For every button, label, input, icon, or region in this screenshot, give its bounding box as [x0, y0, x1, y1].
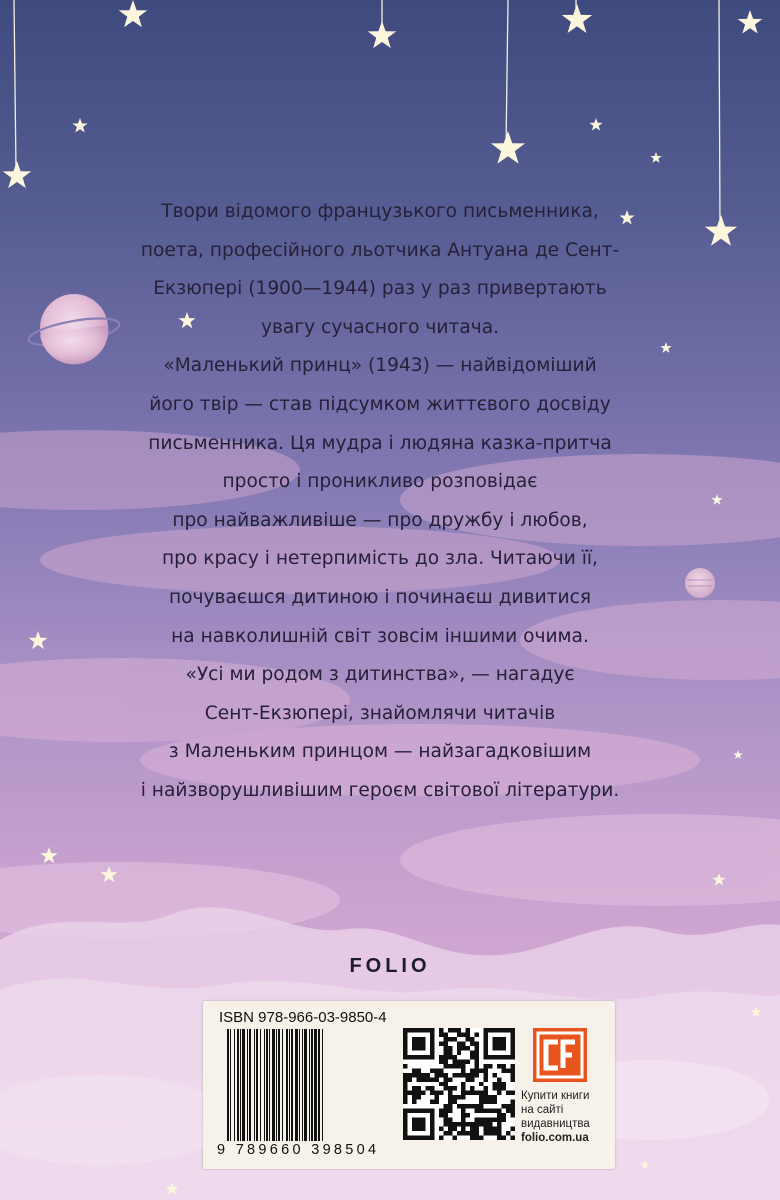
- cf-logo-icon: [533, 1028, 587, 1082]
- barcode-icon: [227, 1029, 389, 1141]
- blurb-line: просто і проникливо розповідає: [222, 471, 538, 493]
- blurb-line: «Маленький принц» (1943) — найвідоміший: [163, 355, 597, 377]
- blurb-line: «Усі ми родом з дитинства», — нагадує: [185, 664, 575, 686]
- publisher-logo: FOLIO: [349, 955, 431, 977]
- buy-online-note: [521, 1089, 590, 1145]
- blurb-line: і найзворушливішим героєм світової літератури.: [140, 779, 620, 801]
- blurb-line: його твір — став підсумком життєвого досвіду: [149, 393, 611, 415]
- blurb-line: поета, професійного льотчика Антуана де Сент-: [140, 239, 620, 261]
- blurb-line: почуваєшся дитиною і починаєш дивитися: [168, 586, 592, 608]
- qr-code-icon: [403, 1028, 515, 1140]
- buy-line: видавництва: [521, 1118, 590, 1130]
- blurb-line: з Маленьким принцом — найзагадковішим: [168, 741, 592, 763]
- barcode-digits: 9 789660 398504: [217, 1142, 380, 1158]
- blurb-text: [120, 193, 640, 811]
- barcode-sticker: [203, 1001, 615, 1169]
- publisher-site-link[interactable]: folio.com.ua: [521, 1132, 589, 1144]
- blurb-line: на навколишній світ зовсім іншими очима.: [171, 625, 589, 647]
- blurb-line: про красу і нетерпимість до зла. Читаючи її,: [162, 548, 598, 570]
- ringed-planet-icon: [27, 294, 121, 364]
- small-planet-icon: [685, 568, 715, 598]
- blurb-line: Екзюпері (1900—1944) раз у раз привертають: [153, 278, 607, 300]
- blurb-line: увагу сучасного читача.: [260, 316, 500, 338]
- isbn-label: ISBN 978-966-03-9850-4: [219, 1009, 387, 1026]
- blurb-line: Сент-Екзюпері, знайомлячи читачів: [204, 702, 556, 724]
- blurb-line: про найважливіше — про дружбу і любов,: [172, 509, 588, 531]
- blurb-line: Твори відомого французького письменника,: [161, 201, 599, 222]
- buy-line: Купити книги: [521, 1090, 590, 1102]
- blurb-line: письменника. Ця мудра і людяна казка-притча: [148, 432, 612, 454]
- buy-line: на сайті: [521, 1104, 564, 1116]
